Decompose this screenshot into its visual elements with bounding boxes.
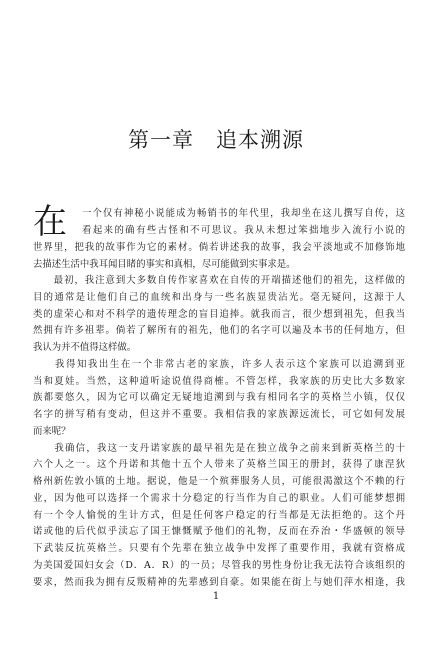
text-line: 业，因为他可以选择一个需求十分稳定的行当作为自己的职业。人们可能梦想拥 [33, 493, 405, 504]
text-line: 当和夏娃。当然，这种道听途说值得商榷。不管怎样，我家族的历史比大多数家 [33, 376, 405, 387]
text-line: 我认为并不值得这样做。 [33, 342, 137, 353]
text-line: 要求，然而我为拥有反叛精神的先辈感到自豪。如果能在街上与她们萍水相逢，我 [33, 577, 405, 588]
text-line: 去描述生活中我耳闻目睹的事实和真相，尽可能做到实事求是。 [33, 259, 296, 270]
text-line: 目的通常是让他们自己的血统和出身与一些名族显贵沾光。毫无疑问，这源于人 [33, 292, 405, 303]
text-line: 名字的拼写稍有变动，但这并不重要。我相信我的家族源远流长，可它如何发展 [33, 409, 405, 420]
page-number: 1 [212, 591, 220, 602]
text-line: 类的虚荣心和对不科学的遗传理念的盲目追捧。就我而言，很少想到祖先，但我当 [33, 309, 405, 320]
chapter-title: 第一章 追本溯源 [128, 128, 304, 152]
text-line: 世界里，把我的故事作为它的素材。倘若讲述我的故事，我会平淡地或不加修饰地 [33, 242, 405, 253]
text-line: 看起来的确有些古怪和不可思议。我从未想过笨拙地步入流行小说的 [82, 225, 405, 236]
text-line: 最初，我注意到大多数自传作家喜欢在自传的开端描述他们的祖先，这样做的 [33, 275, 405, 286]
text-line: 诺或他的后代似乎渎忘了国王慷慨赋予他们的礼物，反而在乔治・华盛顿的领导 [33, 526, 405, 537]
text-line: 格州新佐敦小镇的土地。据说，他是一个殡葬服务人员，可能很渴激这个不赖的行 [33, 476, 405, 487]
text-line: 而来呢？ [33, 426, 71, 437]
text-line: 我得知我出生在一个非常古老的家族，许多人表示这个家族可以追溯到亚 [33, 359, 405, 370]
text-line: 然拥有许多祖辈。倘若了解所有的祖先，他们的名字可以遍及本书的任何地方，但 [33, 325, 405, 336]
drop-cap: 在 [33, 202, 67, 242]
text-line: 一个仅有神秘小说能成为畅销书的年代里，我却坐在这儿撰写自传，这 [82, 208, 405, 219]
text-line: 下武装反抗英格兰。只要有个先辈在独立战争中发挥了重要作用，我就有资格成 [33, 543, 405, 554]
text-line: 为美国爱国妇女会（D．A．R）的一员；尽管我的男性身份让我无法符合该组织的 [33, 560, 405, 571]
text-line: 有一个令人愉悦的生计方式，但是任何客户稳定的行当都是无法拒绝的。这个丹 [33, 510, 405, 521]
text-line: 我确信，我这一支丹诺家族的最早祖先是在独立战争之前来到新英格兰的十 [33, 443, 405, 454]
text-line: 六个人之一。这个丹诺和其他十五个人带来了英格兰国王的册封，获得了康涅狄 [33, 459, 405, 470]
text-line: 族都要悠久，因为它可以确定无疑地追溯到与我有相同名字的英格兰小镇，仅仅 [33, 392, 405, 403]
